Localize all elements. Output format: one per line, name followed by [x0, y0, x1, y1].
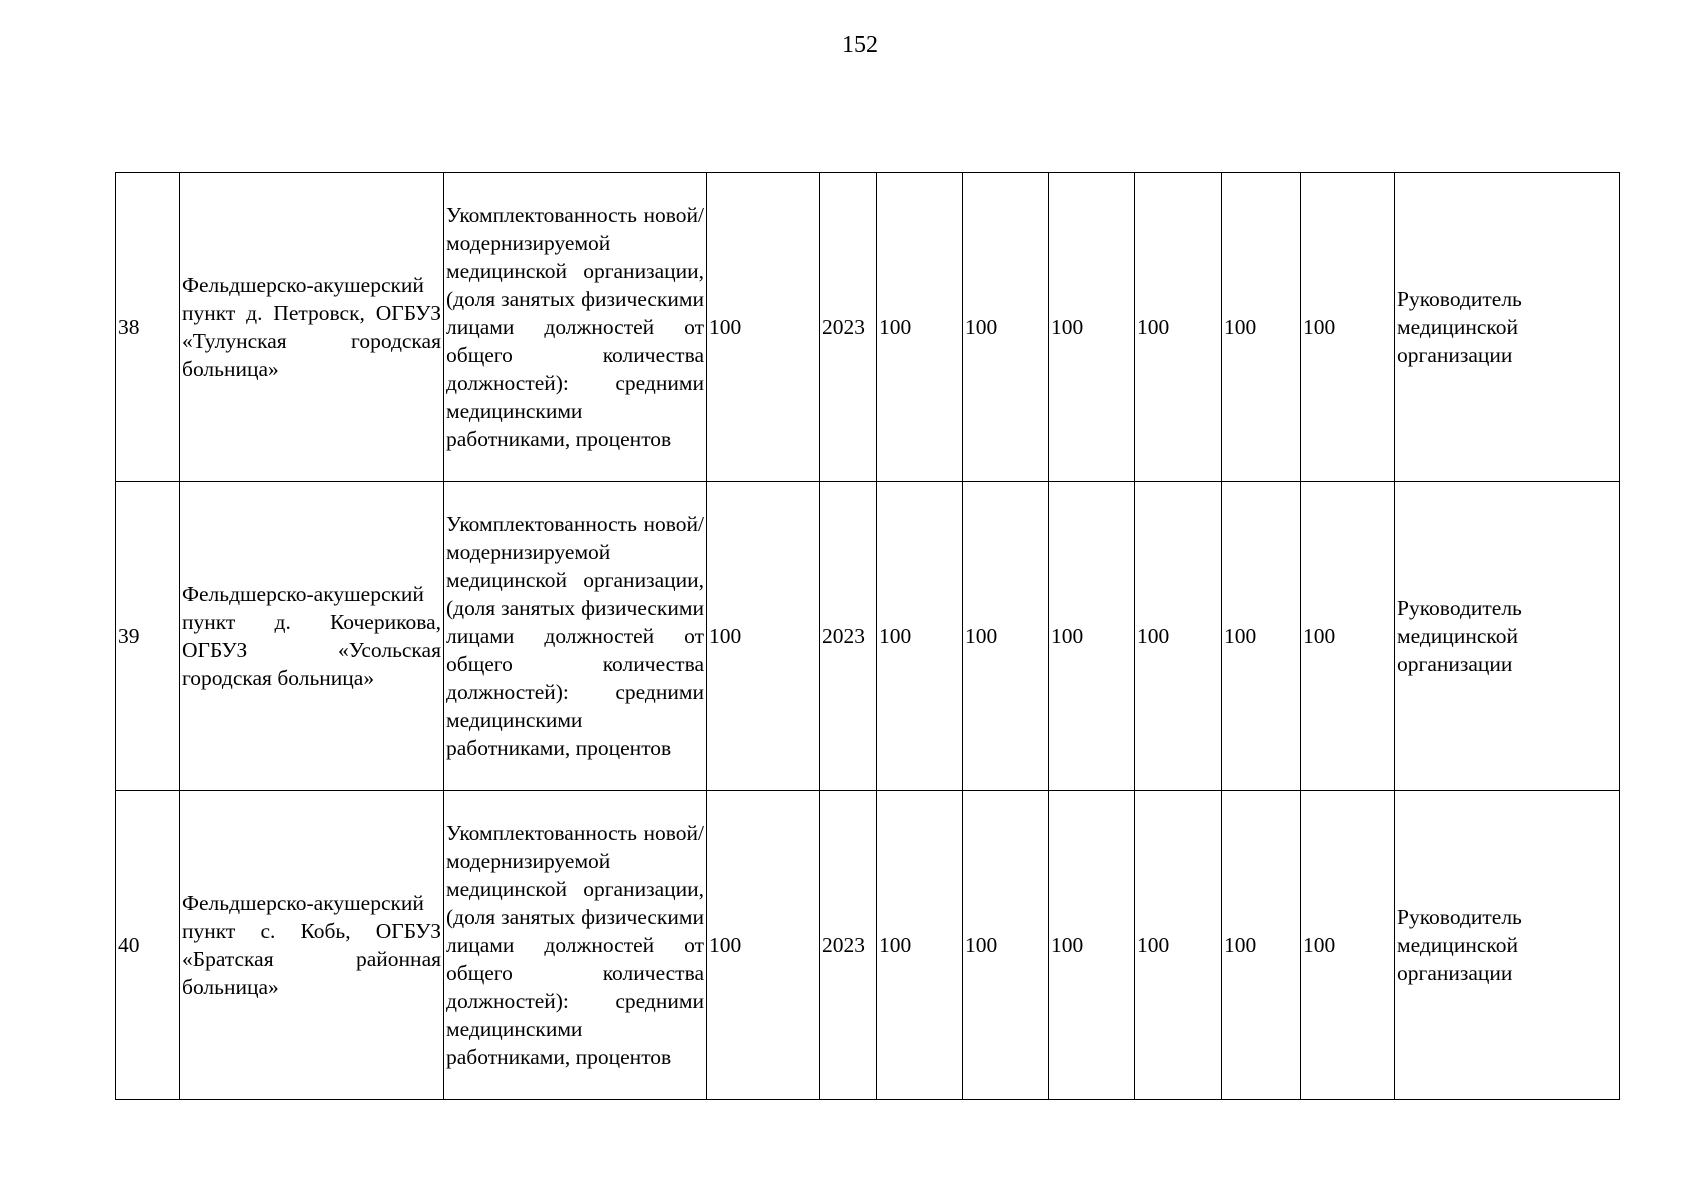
year-value: 100	[1135, 482, 1222, 791]
year-value: 100	[1301, 173, 1395, 482]
responsible-person: Руководитель медицинской организации	[1395, 482, 1620, 791]
indicator-table	[115, 172, 1620, 1100]
year-value: 100	[963, 482, 1049, 791]
base-year: 2023	[820, 482, 877, 791]
table-row	[116, 482, 1620, 791]
year-value: 100	[1049, 173, 1135, 482]
responsible-person: Руководитель медицинской организации	[1395, 173, 1620, 482]
facility-name: Фельдшерско-акушерский пункт с. Кобь, ОГБУЗ «Братская районная больница»	[180, 791, 444, 1100]
base-year: 2023	[820, 791, 877, 1100]
indicator-text: Укомплектованность новой/модернизируемой медицинской организации, (доля занятых физическими лицами должностей от общего количества должностей): средними медицинскими работниками, процентов	[444, 173, 707, 482]
row-number: 38	[116, 173, 180, 482]
year-value: 100	[1222, 791, 1301, 1100]
table-row	[116, 173, 1620, 482]
facility-name: Фельдшерско-акушерский пункт д. Кочерикова, ОГБУЗ «Усольская городская больница»	[180, 482, 444, 791]
year-value: 100	[1301, 791, 1395, 1100]
year-value: 100	[1135, 791, 1222, 1100]
base-year: 2023	[820, 173, 877, 482]
indicator-text: Укомплектованность новой/модернизируемой медицинской организации, (доля занятых физическими лицами должностей от общего количества должностей): средними медицинскими работниками, процентов	[444, 791, 707, 1100]
year-value: 100	[963, 791, 1049, 1100]
year-value: 100	[877, 173, 963, 482]
indicator-text: Укомплектованность новой/модернизируемой медицинской организации, (доля занятых физическими лицами должностей от общего количества должностей): средними медицинскими работниками, процентов	[444, 482, 707, 791]
year-value: 100	[877, 482, 963, 791]
year-value: 100	[1222, 482, 1301, 791]
year-value: 100	[1301, 482, 1395, 791]
year-value: 100	[963, 173, 1049, 482]
base-value: 100	[707, 482, 820, 791]
page-number: 152	[842, 32, 878, 58]
year-value: 100	[1049, 482, 1135, 791]
responsible-person: Руководитель медицинской организации	[1395, 791, 1620, 1100]
facility-name: Фельдшерско-акушерский пункт д. Петровск, ОГБУЗ «Тулунская городская больница»	[180, 173, 444, 482]
row-number: 40	[116, 791, 180, 1100]
base-value: 100	[707, 791, 820, 1100]
year-value: 100	[1049, 791, 1135, 1100]
year-value: 100	[1222, 173, 1301, 482]
year-value: 100	[1135, 173, 1222, 482]
year-value: 100	[877, 791, 963, 1100]
table-row	[116, 791, 1620, 1100]
base-value: 100	[707, 173, 820, 482]
row-number: 39	[116, 482, 180, 791]
